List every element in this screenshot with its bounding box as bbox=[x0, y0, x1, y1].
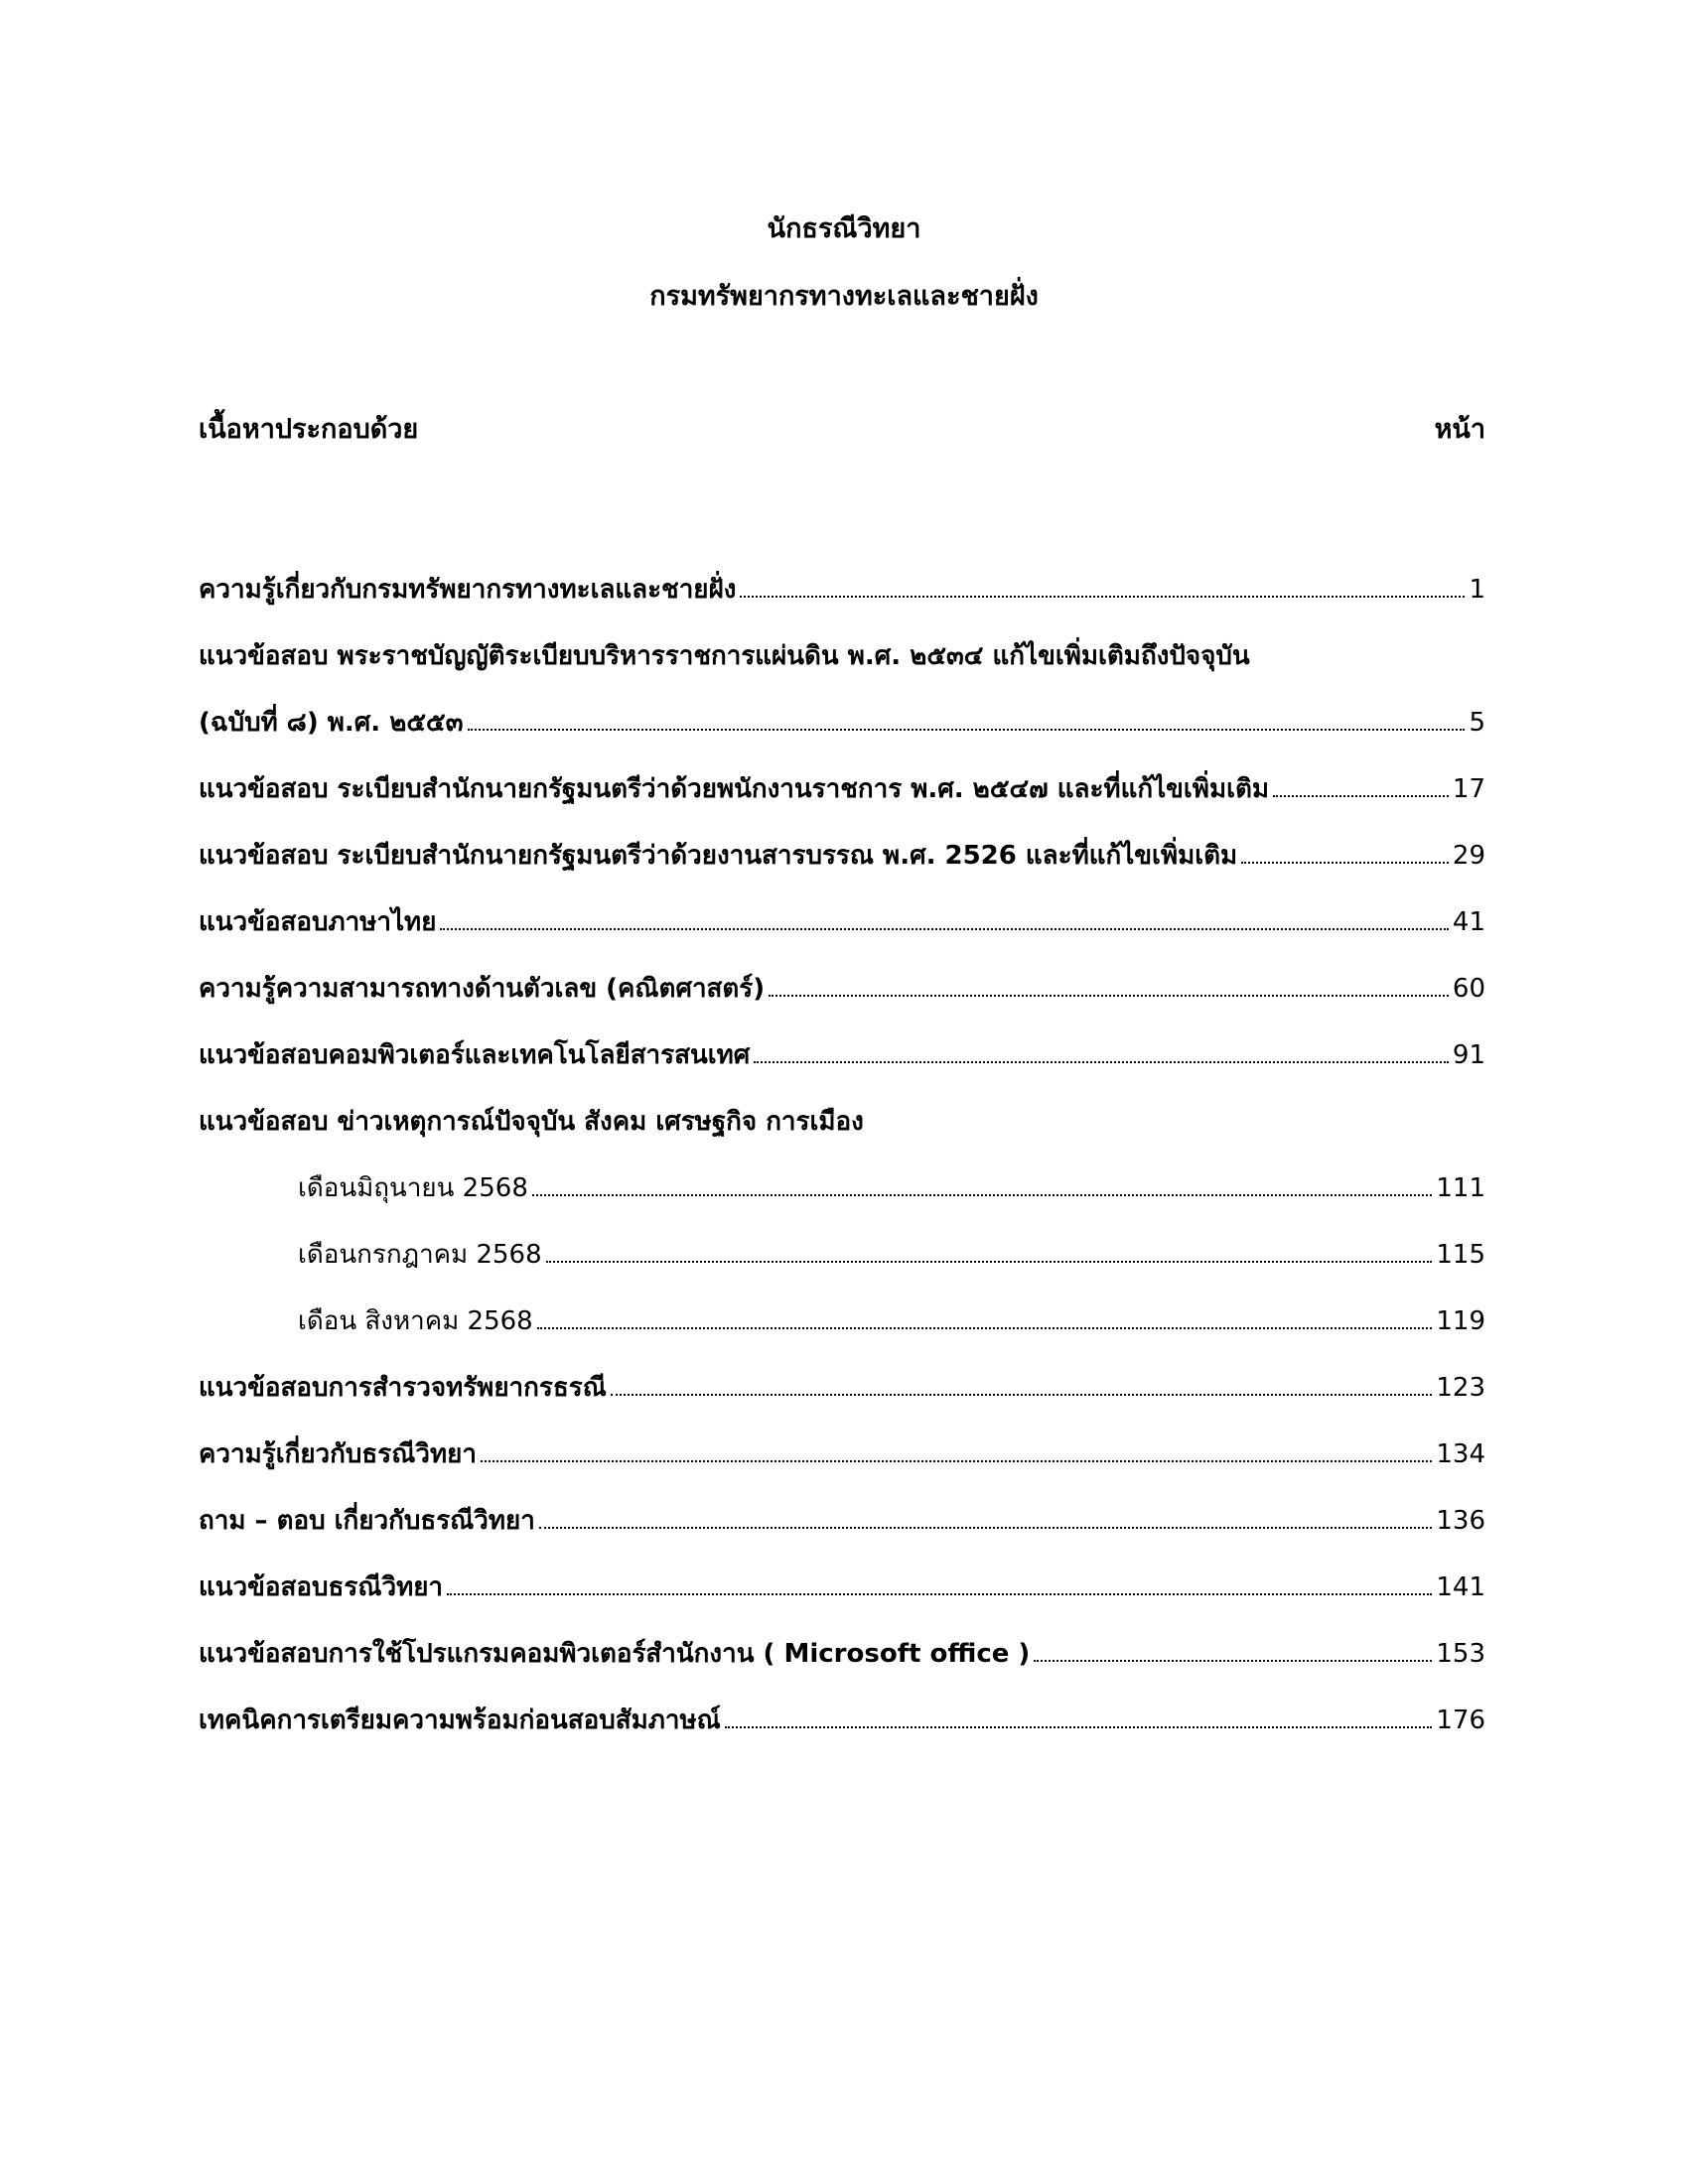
dot-leader bbox=[725, 1726, 1433, 1728]
toc-entry-text: แนวข้อสอบภาษาไทย bbox=[199, 907, 437, 937]
toc-entry bbox=[199, 869, 1485, 935]
toc-entry bbox=[199, 536, 1485, 603]
toc-entry-page: 1 bbox=[1469, 575, 1485, 605]
document-subtitle: กรมทรัพยากรทางทะเลและชายฝั่ง bbox=[649, 281, 1039, 312]
toc-entry-page: 5 bbox=[1469, 708, 1485, 738]
toc-entry bbox=[199, 802, 1485, 869]
toc-entry bbox=[199, 1600, 1485, 1667]
toc-entry-text: แนวข้อสอบการสำรวจทรัพยากรธรณี bbox=[199, 1373, 607, 1403]
toc-entry bbox=[199, 1534, 1485, 1600]
dot-leader bbox=[539, 1527, 1432, 1529]
toc-entry bbox=[199, 1334, 1485, 1401]
dot-leader bbox=[740, 596, 1465, 598]
toc-entry-text: (ฉบับที่ ๘) พ.ศ. ๒๕๕๓ bbox=[199, 708, 464, 738]
toc-entry-text: ความรู้เกี่ยวกับกรมทรัพยากรทางทะเลและชายฝั่ง bbox=[199, 575, 737, 605]
dot-leader bbox=[754, 1061, 1449, 1063]
toc-entry-text: แนวข้อสอบการใช้โปรแกรมคอมพิวเตอร์สำนักงาน ( Microsoft office ) bbox=[199, 1639, 1031, 1669]
toc-entry-text: ความรู้เกี่ยวกับธรณีวิทยา bbox=[199, 1439, 477, 1469]
toc-entry-text: แนวข้อสอบ ข่าวเหตุการณ์ปัจจุบัน สังคม เศรษฐกิจ การเมือง bbox=[199, 1107, 864, 1137]
toc-entry-text: ถาม – ตอบ เกี่ยวกับธรณีวิทยา bbox=[199, 1506, 535, 1536]
toc-entry-text: แนวข้อสอบ ระเบียบสำนักนายกรัฐมนตรีว่าด้วยงานสารบรรณ พ.ศ. 2526 และที่แก้ไขเพิ่มเติม bbox=[199, 841, 1238, 871]
toc-entry-page: 29 bbox=[1452, 841, 1485, 871]
toc-entry bbox=[199, 935, 1485, 1002]
dot-leader bbox=[537, 1327, 1433, 1329]
toc-entry bbox=[199, 603, 1485, 669]
dot-leader bbox=[468, 729, 1466, 731]
dot-leader bbox=[532, 1194, 1433, 1196]
toc-entry-text: เดือนมิถุนายน 2568 bbox=[298, 1173, 528, 1203]
toc-entry-page: 153 bbox=[1436, 1639, 1485, 1669]
dot-leader bbox=[1273, 795, 1449, 797]
dot-leader bbox=[447, 1593, 1432, 1595]
toc-entry bbox=[199, 669, 1485, 736]
toc-entry-page: 115 bbox=[1436, 1240, 1485, 1270]
toc-entry-text: ความรู้ความสามารถทางด้านตัวเลข (คณิตศาสตร์) bbox=[199, 974, 766, 1004]
toc-entry bbox=[199, 1401, 1485, 1467]
toc-entry-page: 134 bbox=[1436, 1439, 1485, 1469]
toc-entry-text: แนวข้อสอบ ระเบียบสำนักนายกรัฐมนตรีว่าด้วยพนักงานราชการ พ.ศ. ๒๕๔๗ และที่แก้ไขเพิ่มเติม bbox=[199, 774, 1269, 804]
toc-subentry bbox=[199, 1135, 1485, 1201]
toc-entry-text: แนวข้อสอบ พระราชบัญญัติระเบียบบริหารราชการแผ่นดิน พ.ศ. ๒๕๓๔ แก้ไขเพิ่มเติมถึงปัจจุบัน bbox=[199, 641, 1250, 671]
dot-leader bbox=[1034, 1660, 1432, 1662]
dot-leader bbox=[481, 1460, 1432, 1462]
toc-entry bbox=[199, 736, 1485, 802]
dot-leader bbox=[440, 928, 1448, 930]
toc-entry-page: 141 bbox=[1436, 1572, 1485, 1602]
toc-entry-page: 17 bbox=[1452, 774, 1485, 804]
toc-entry-page: 176 bbox=[1436, 1706, 1485, 1735]
toc-entry bbox=[199, 1002, 1485, 1068]
toc-entry-text: แนวข้อสอบคอมพิวเตอร์และเทคโนโลยีสารสนเทศ bbox=[199, 1040, 751, 1070]
toc-entry-page: 60 bbox=[1452, 974, 1485, 1004]
dot-leader bbox=[769, 995, 1449, 997]
toc-entry-page: 119 bbox=[1436, 1306, 1485, 1336]
toc-subentry bbox=[199, 1268, 1485, 1334]
toc-entry-text: เทคนิคการเตรียมความพร้อมก่อนสอบสัมภาษณ์ bbox=[199, 1706, 721, 1735]
toc-entry-page: 123 bbox=[1436, 1373, 1485, 1403]
toc-entry-page: 136 bbox=[1436, 1506, 1485, 1536]
toc-entry-page: 41 bbox=[1452, 907, 1485, 937]
toc-entry-page: 91 bbox=[1452, 1040, 1485, 1070]
contents-header bbox=[199, 407, 1485, 450]
dot-leader bbox=[1241, 862, 1449, 864]
toc-entry-text: แนวข้อสอบธรณีวิทยา bbox=[199, 1572, 444, 1602]
toc-entry bbox=[199, 1068, 1485, 1135]
toc-entry-text: เดือน สิงหาคม 2568 bbox=[298, 1306, 533, 1336]
contents-heading: เนื้อหาประกอบด้วย bbox=[199, 414, 419, 445]
toc-subentry bbox=[199, 1201, 1485, 1268]
dot-leader bbox=[611, 1394, 1433, 1396]
toc-entry bbox=[199, 1667, 1485, 1733]
page-heading: หน้า bbox=[1434, 414, 1485, 445]
document-title: นักธรณีวิทยา bbox=[767, 213, 921, 244]
table-of-contents bbox=[199, 536, 1485, 1733]
toc-entry-page: 111 bbox=[1436, 1173, 1485, 1203]
dot-leader bbox=[546, 1261, 1433, 1263]
toc-entry-text: เดือนกรกฎาคม 2568 bbox=[298, 1240, 542, 1270]
toc-entry bbox=[199, 1467, 1485, 1534]
